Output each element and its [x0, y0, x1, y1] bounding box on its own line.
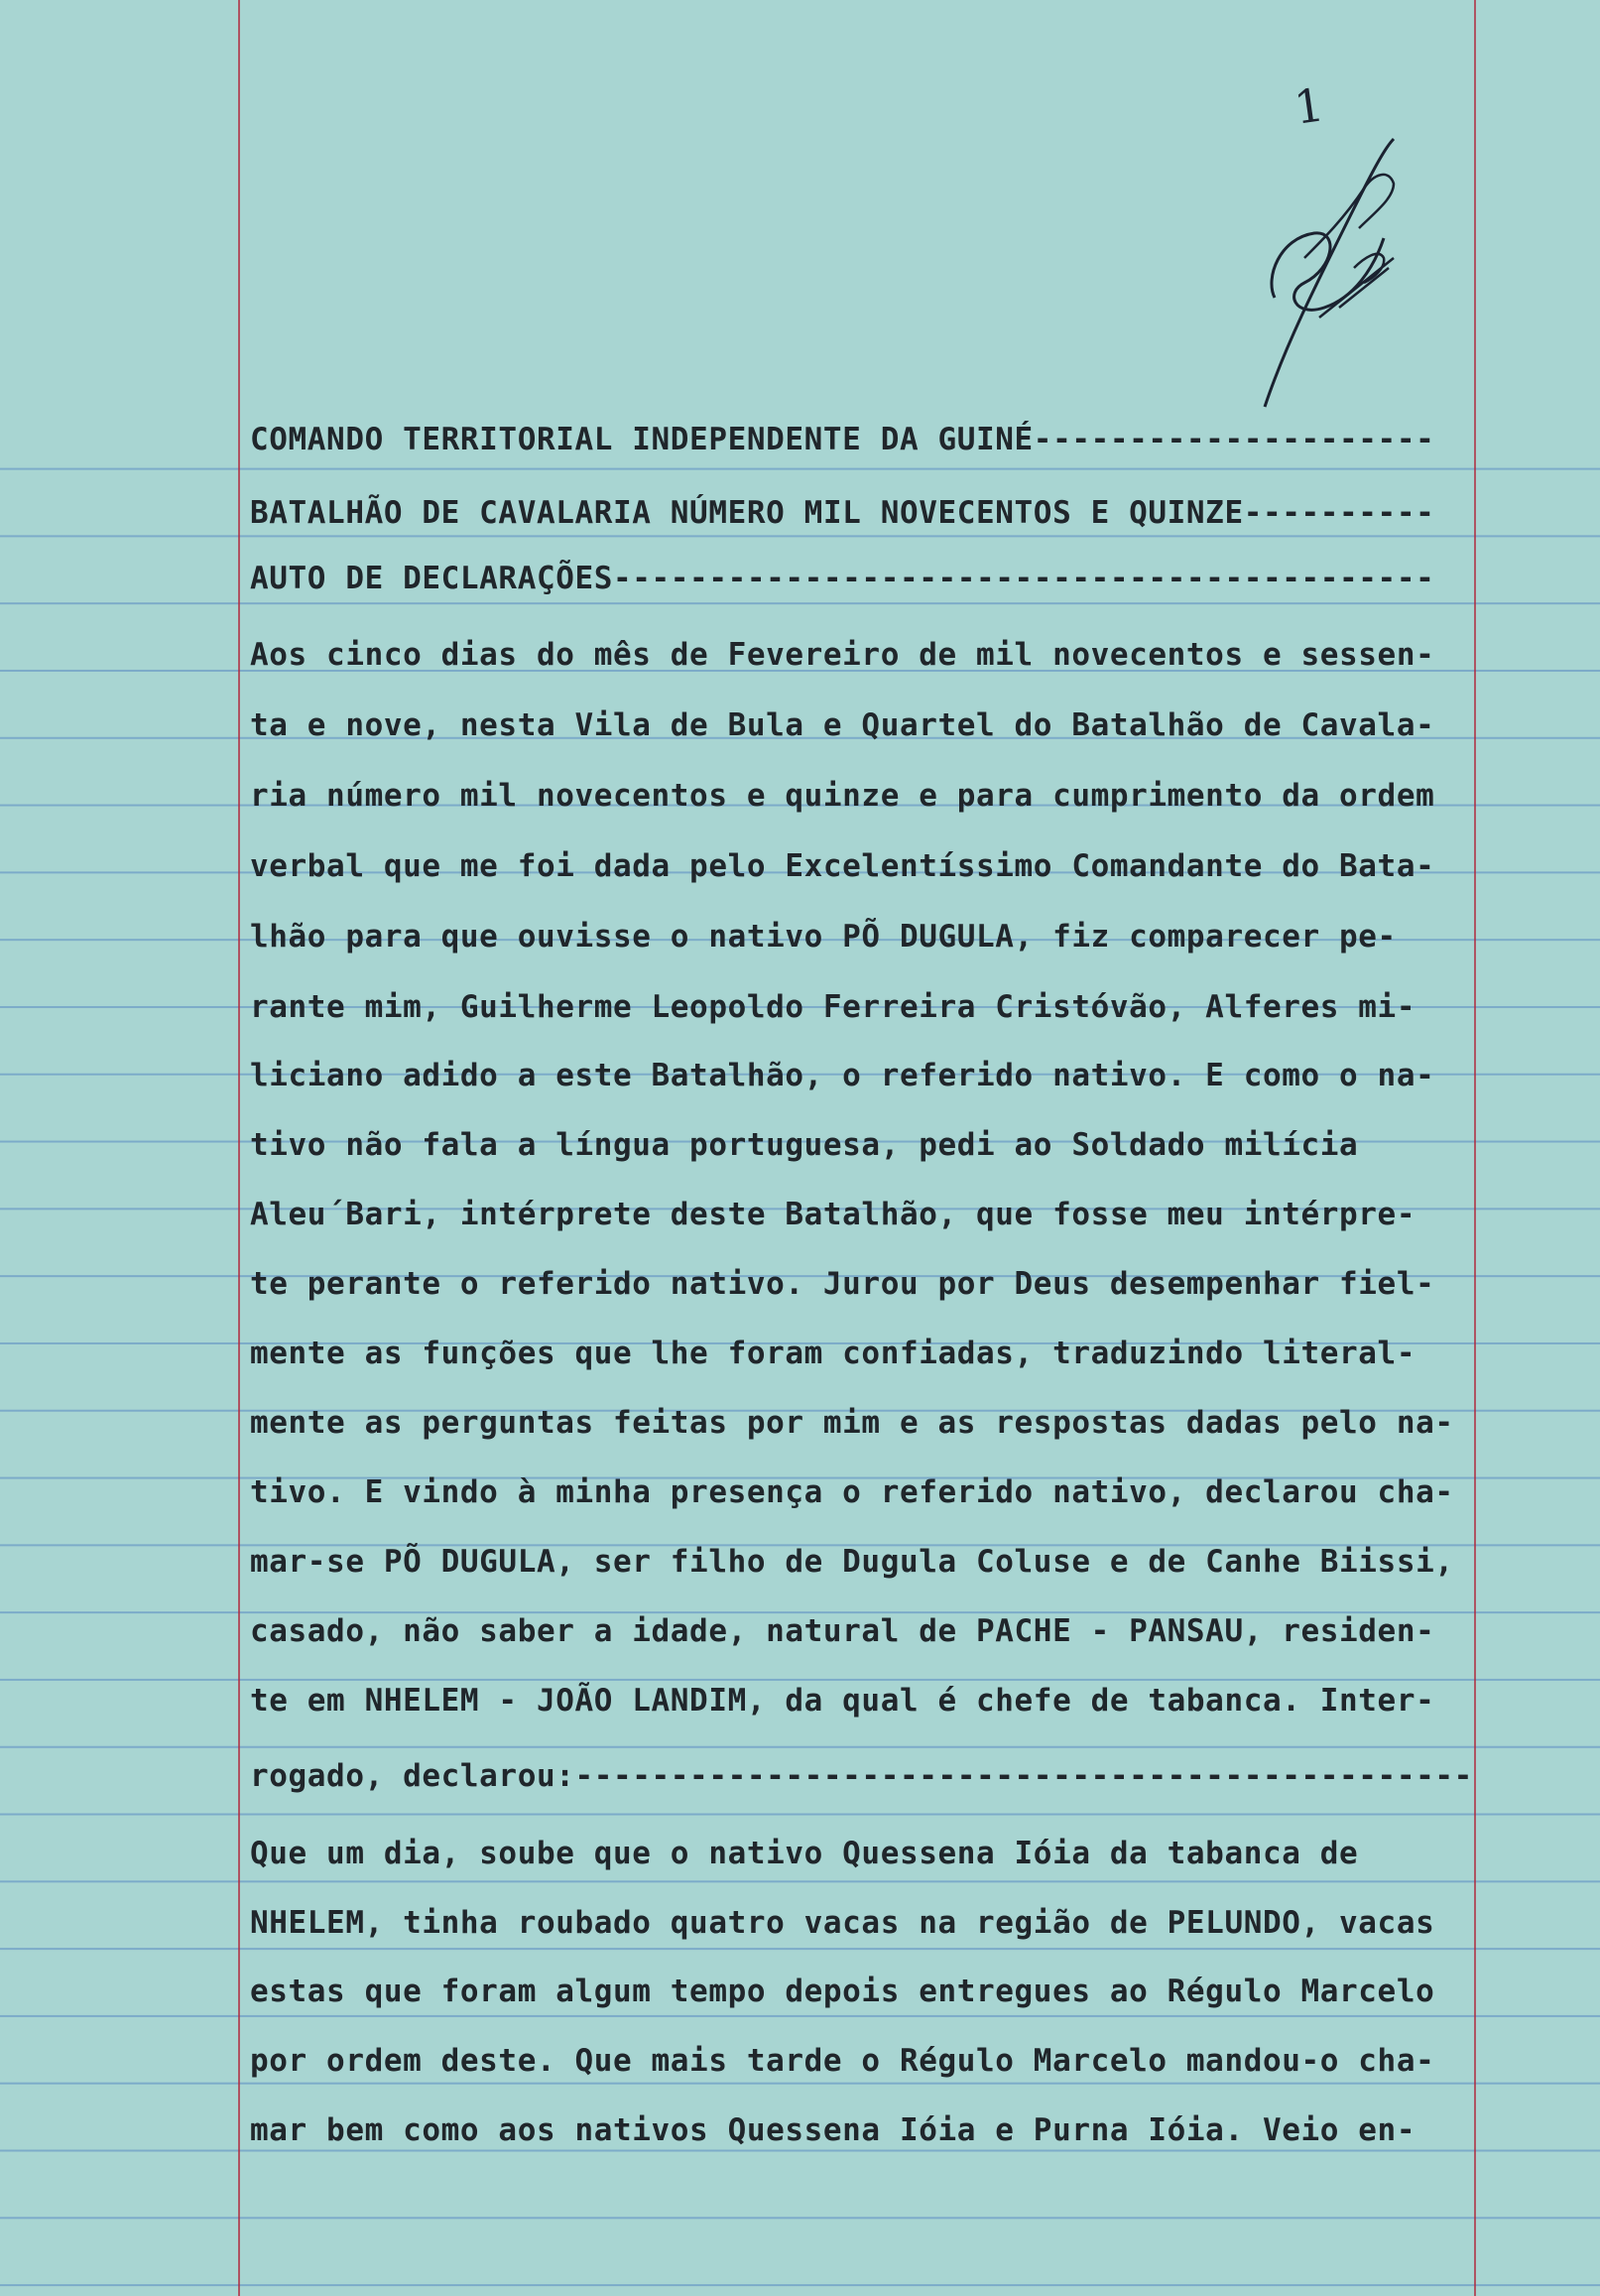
body-line: ria número mil novecentos e quinze e para cumprimento da ordem: [250, 778, 1435, 814]
body-line: te em NHELEM - JOÃO LANDIM, da qual é chefe de tabanca. Inter-: [250, 1683, 1435, 1719]
header-line-3: AUTO DE DECLARAÇÕES-------------------------------------------: [250, 561, 1435, 596]
body-line: NHELEM, tinha roubado quatro vacas na região de PELUNDO, vacas: [250, 1905, 1435, 1941]
header-line-2: BATALHÃO DE CAVALARIA NÚMERO MIL NOVECENTOS E QUINZE----------: [250, 495, 1435, 531]
body-line: Aos cinco dias do mês de Fevereiro de mil novecentos e sessen-: [250, 637, 1435, 673]
page-number: 1: [1291, 77, 1327, 135]
body-line: lhão para que ouvisse o nativo PÕ DUGULA, fiz comparecer pe-: [250, 919, 1397, 955]
body-line: mar bem como aos nativos Quessena Ióia e Purna Ióia. Veio en-: [250, 2112, 1416, 2148]
left-margin-line: [238, 0, 240, 2296]
body-line: casado, não saber a idade, natural de PACHE - PANSAU, residen-: [250, 1613, 1435, 1649]
body-line: verbal que me foi dada pelo Excelentíssimo Comandante do Bata-: [250, 848, 1435, 884]
body-line: ta e nove, nesta Vila de Bula e Quartel do Batalhão de Cavala-: [250, 707, 1435, 743]
body-line: estas que foram algum tempo depois entregues ao Régulo Marcelo: [250, 1974, 1435, 2009]
body-line: tivo não fala a língua portuguesa, pedi ao Soldado milícia: [250, 1127, 1359, 1163]
body-line: rante mim, Guilherme Leopoldo Ferreira Cristóvão, Alferes mi-: [250, 989, 1416, 1025]
header-line-1: COMANDO TERRITORIAL INDEPENDENTE DA GUINÉ---------------------: [250, 422, 1435, 457]
document-text: [250, 0, 1473, 2148]
body-line: mente as funções que lhe foram confiadas, traduzindo literal-: [250, 1336, 1416, 1371]
body-line: tivo. E vindo à minha presença o referido nativo, declarou cha-: [250, 1474, 1454, 1510]
right-margin-line: [1474, 0, 1476, 2296]
body-line: mar-se PÕ DUGULA, ser filho de Dugula Coluse e de Canhe Biissi,: [250, 1544, 1454, 1580]
body-line: por ordem deste. Que mais tarde o Régulo Marcelo mandou-o cha-: [250, 2043, 1435, 2079]
body-line: Que um dia, soube que o nativo Quessena Ióia da tabanca de: [250, 1836, 1359, 1871]
body-line: te perante o referido nativo. Jurou por Deus desempenhar fiel-: [250, 1266, 1435, 1302]
body-line: rogado, declarou:-----------------------------------------------: [250, 1758, 1473, 1794]
body-line: mente as perguntas feitas por mim e as respostas dadas pelo na-: [250, 1405, 1454, 1441]
body-line: Aleu´Bari, intérprete deste Batalhão, que fosse meu intérpre-: [250, 1197, 1416, 1232]
body-line: liciano adido a este Batalhão, o referido nativo. E como o na-: [250, 1058, 1435, 1093]
